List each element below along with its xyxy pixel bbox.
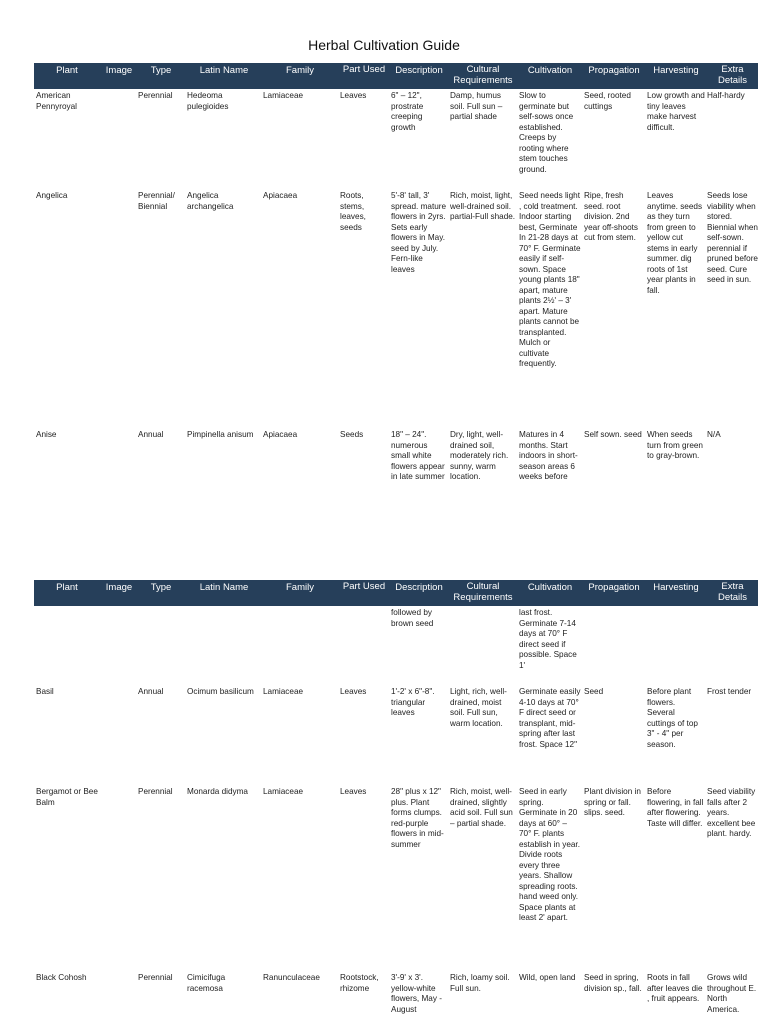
cell-part-used: Leaves: [340, 687, 367, 696]
cell-plant: Anise: [36, 430, 57, 439]
cell-family: Lamiaceae: [263, 687, 304, 696]
cell-extra-details: Seed viability falls after 2 years. excellent bee plant. hardy.: [707, 787, 756, 838]
cell-type: Perennial: [138, 973, 173, 982]
cell-harvesting: Roots in fall after leaves die , fruit appears.: [647, 973, 703, 1003]
cell-cultivation: Wild, open land: [519, 973, 576, 982]
cell-extra-details: Frost tender: [707, 687, 752, 696]
header-cultural-requirements: Cultural Requirements: [453, 64, 513, 86]
cell-type: Annual: [138, 430, 164, 439]
cell-family: Apiacaea: [263, 430, 298, 439]
cell-extra-details: N/A: [707, 430, 721, 439]
table-row: [34, 606, 758, 685]
header-cultural-requirements: Cultural Requirements: [453, 581, 513, 603]
header-part-used: Part Used: [342, 581, 386, 592]
header-description: Description: [395, 65, 443, 76]
cell-description: followed by brown seed: [391, 608, 434, 628]
cell-latin-name: Ocimum basilicum: [187, 687, 254, 696]
cell-harvesting: When seeds turn from green to gray-brown.: [647, 430, 703, 460]
cell-propagation: Plant division in spring or fall. slips. seed.: [584, 787, 641, 817]
cell-part-used: Leaves: [340, 787, 367, 796]
header-type: Type: [150, 582, 172, 593]
header-latin-name: Latin Name: [199, 65, 249, 76]
header-cultivation: Cultivation: [527, 65, 573, 76]
cell-harvesting: Before flowering, in fall after flowering. Taste will differ.: [647, 787, 704, 828]
header-type: Type: [150, 65, 172, 76]
header-plant: Plant: [56, 582, 78, 593]
cell-cultivation: Seed needs light , cold treatment. Indoor starting best, Germinate In 21-28 days at 70° F. Germinate easily if self-sown. Space young plants 18" apart, mature plants 2½' – 3' apart. Mature plants cannot be transplanted. Mulch or cultivate frequently.: [519, 191, 581, 368]
table-row: [34, 685, 758, 785]
cell-type: Perennial/ Biennial: [138, 191, 175, 211]
header-image: Image: [105, 582, 133, 593]
table-row: [34, 189, 758, 428]
cell-part-used: Seeds: [340, 430, 364, 439]
herb-table-page-1: [34, 63, 758, 508]
cell-plant: Basil: [36, 687, 54, 696]
cell-part-used: Leaves: [340, 91, 367, 100]
cell-type: Perennial: [138, 787, 173, 796]
cell-cultural-requirements: Rich, loamy soil. Full sun.: [450, 973, 510, 993]
cell-latin-name: Hedeoma pulegioides: [187, 91, 229, 111]
cell-latin-name: Monarda didyma: [187, 787, 248, 796]
header-harvesting: Harvesting: [653, 582, 699, 593]
table-row: [34, 971, 758, 1031]
cell-cultivation: Matures in 4 months. Start indoors in short-season areas 6 weeks before: [519, 430, 578, 481]
header-latin-name: Latin Name: [199, 582, 249, 593]
cell-propagation: Seed in spring, division sp., fall.: [584, 973, 642, 993]
header-description: Description: [395, 582, 443, 593]
cell-description: 1'-2' x 6"-8". triangular leaves: [391, 687, 435, 717]
cell-cultural-requirements: Rich, moist, well-drained, slightly acid soil. Full sun – partial shade.: [450, 787, 513, 828]
cell-cultural-requirements: Rich, moist, light, well-drained soil. partial-Full shade.: [450, 191, 516, 221]
cell-family: Lamiaceae: [263, 787, 304, 796]
table-header: [34, 63, 758, 89]
cell-description: 6" – 12", prostrate creeping growth: [391, 91, 424, 132]
cell-harvesting: Low growth and tiny leaves make harvest difficult.: [647, 91, 705, 132]
herb-table-page-2: [34, 580, 758, 1031]
header-propagation: Propagation: [588, 65, 640, 76]
header-plant: Plant: [56, 65, 78, 76]
cell-latin-name: Cimicifuga racemosa: [187, 973, 226, 993]
cell-plant: Angelica: [36, 191, 68, 200]
header-propagation: Propagation: [588, 582, 640, 593]
header-family: Family: [286, 65, 314, 76]
cell-cultivation: Germinate easily 4-10 days at 70° F direct seed or transplant, mid-spring after last frost. Space 12": [519, 687, 581, 749]
cell-cultural-requirements: Light, rich, well-drained, moist soil. Full sun, warm location.: [450, 687, 507, 728]
table-row: [34, 89, 758, 189]
cell-propagation: Self sown. seed: [584, 430, 642, 439]
cell-description: 3'-9' x 3'. yellow-white flowers, May - August: [391, 973, 442, 1014]
cell-plant: Bergamot or Bee Balm: [36, 787, 98, 807]
table-row: [34, 428, 758, 508]
cell-part-used: Roots, stems, leaves, seeds: [340, 191, 366, 232]
cell-description: 18" – 24". numerous small white flowers appear in late summer: [391, 430, 445, 481]
cell-harvesting: Leaves anytime. seeds as they turn from green to yellow cut stems in early summer. dig roots of 1st year plants in fall.: [647, 191, 703, 295]
cell-description: 28" plus x 12" plus. Plant forms clumps. red-purple flowers in mid-summer: [391, 787, 444, 849]
cell-family: Apiacaea: [263, 191, 298, 200]
cell-type: Annual: [138, 687, 164, 696]
cell-propagation: Ripe, fresh seed. root division. 2nd year off-shoots cut from stem.: [584, 191, 639, 242]
cell-plant: Black Cohosh: [36, 973, 87, 982]
header-cultivation: Cultivation: [527, 582, 573, 593]
header-image: Image: [105, 65, 133, 76]
table-header: [34, 580, 758, 606]
cell-cultivation: Slow to germinate but self-sows once established. Creeps by rooting where stem touches ground.: [519, 91, 574, 174]
cell-family: Ranunculaceae: [263, 973, 320, 982]
page-title: Herbal Cultivation Guide: [308, 37, 460, 53]
cell-cultivation: last frost. Germinate 7-14 days at 70° F direct seed if possible. Space 1': [519, 608, 577, 670]
header-harvesting: Harvesting: [653, 65, 699, 76]
cell-cultural-requirements: Dry, light, well-drained soil, moderately rich. sunny, warm location.: [450, 430, 509, 481]
cell-family: Lamiaceae: [263, 91, 304, 100]
cell-description: 5'-8' tall, 3' spread. mature flowers in 2yrs. Sets early flowers in May. seed by July. Fern-like leaves: [391, 191, 447, 274]
cell-extra-details: Half-hardy: [707, 91, 745, 100]
header-part-used: Part Used: [342, 64, 386, 75]
cell-plant: American Pennyroyal: [36, 91, 77, 111]
header-family: Family: [286, 582, 314, 593]
cell-cultivation: Seed in early spring. Germinate in 20 days at 60° – 70° F. plants establish in year. Divide roots every three years. Shallow spreading roots. hand weed only. Space plants at least 2' apart.: [519, 787, 580, 922]
cell-harvesting: Before plant flowers. Several cuttings of top 3" - 4" per season.: [647, 687, 698, 749]
cell-cultural-requirements: Damp, humus soil. Full sun – partial shade: [450, 91, 503, 121]
header-extra-details: Extra Details: [717, 581, 748, 603]
cell-part-used: Rootstock, rhizome: [340, 973, 379, 993]
cell-latin-name: Angelica archangelica: [187, 191, 234, 211]
cell-latin-name: Pimpinella anisum: [187, 430, 254, 439]
header-extra-details: Extra Details: [717, 64, 748, 86]
table-row: [34, 785, 758, 971]
cell-extra-details: Seeds lose viability when stored. Biennial when self-sown. perennial if pruned before seed. Cure seed in sun.: [707, 191, 758, 284]
cell-extra-details: Grows wild throughout E. North America.: [707, 973, 757, 1014]
cell-propagation: Seed: [584, 687, 604, 696]
cell-propagation: Seed, rooted cuttings: [584, 91, 631, 111]
cell-type: Perennial: [138, 91, 173, 100]
